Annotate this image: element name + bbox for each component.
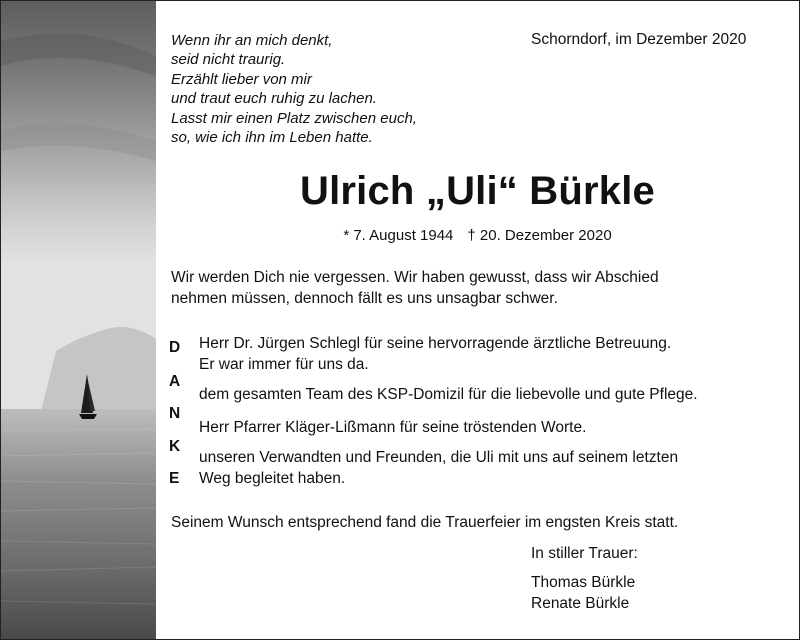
danke-letter: N: [169, 405, 181, 422]
poem-line: Lasst mir einen Platz zwischen euch,: [171, 109, 417, 127]
signer-name: Renate Bürkle: [531, 594, 630, 612]
birth-date: * 7. August 1944: [343, 227, 454, 244]
poem-line: Wenn ihr an mich denkt,: [171, 32, 333, 49]
poem-line: Erzählt lieber von mir: [171, 70, 312, 88]
thanks-line: Weg begleitet haben.: [199, 469, 346, 487]
life-dates: [156, 227, 799, 244]
thanks-line: unseren Verwandten und Freunden, die Uli mit uns auf seinem letzten: [199, 449, 679, 466]
danke-letter: D: [169, 339, 181, 356]
danke-letter: A: [169, 373, 181, 390]
funeral-note: Seinem Wunsch entsprechend fand die Trauerfeier im engsten Kreis statt.: [171, 514, 679, 531]
thanks-line: Herr Pfarrer Kläger-Lißmann für seine tröstenden Worte.: [199, 419, 587, 436]
thanks-item: [199, 448, 678, 489]
thanks-item: [199, 334, 671, 375]
poem-line: so, wie ich ihn im Leben hatte.: [171, 129, 373, 147]
mourning-label: In stiller Trauer:: [531, 545, 638, 562]
poem-line: und traut euch ruhig zu lachen.: [171, 90, 377, 108]
poem-line: seid nicht traurig.: [171, 51, 286, 69]
signers: [531, 573, 635, 614]
poem: [171, 31, 417, 147]
signer-name: Thomas Bürkle: [531, 574, 636, 591]
danke-letter: E: [169, 470, 180, 487]
deceased-name: Ulrich „Uli“ Bürkle: [300, 169, 655, 213]
notice-content: [156, 1, 799, 639]
thanks-line: dem gesamten Team des KSP-Domizil für die liebevolle und gute Pflege.: [199, 386, 698, 403]
intro-line: Wir werden Dich nie vergessen. Wir haben gewusst, dass wir Abschied: [171, 269, 659, 286]
place-date: Schorndorf, im Dezember 2020: [531, 31, 747, 48]
danke-letter: K: [169, 438, 181, 455]
intro-text: [171, 268, 659, 309]
intro-line: nehmen müssen, dennoch fällt es uns unsagbar schwer.: [171, 289, 558, 307]
sailboat-photo: [1, 1, 156, 639]
thanks-item: [199, 418, 586, 439]
thanks-line: Er war immer für uns da.: [199, 355, 369, 373]
thanks-item: [199, 385, 698, 406]
thanks-line: Herr Dr. Jürgen Schlegl für seine hervorragende ärztliche Betreuung.: [199, 335, 672, 352]
death-date: † 20. Dezember 2020: [467, 227, 612, 244]
